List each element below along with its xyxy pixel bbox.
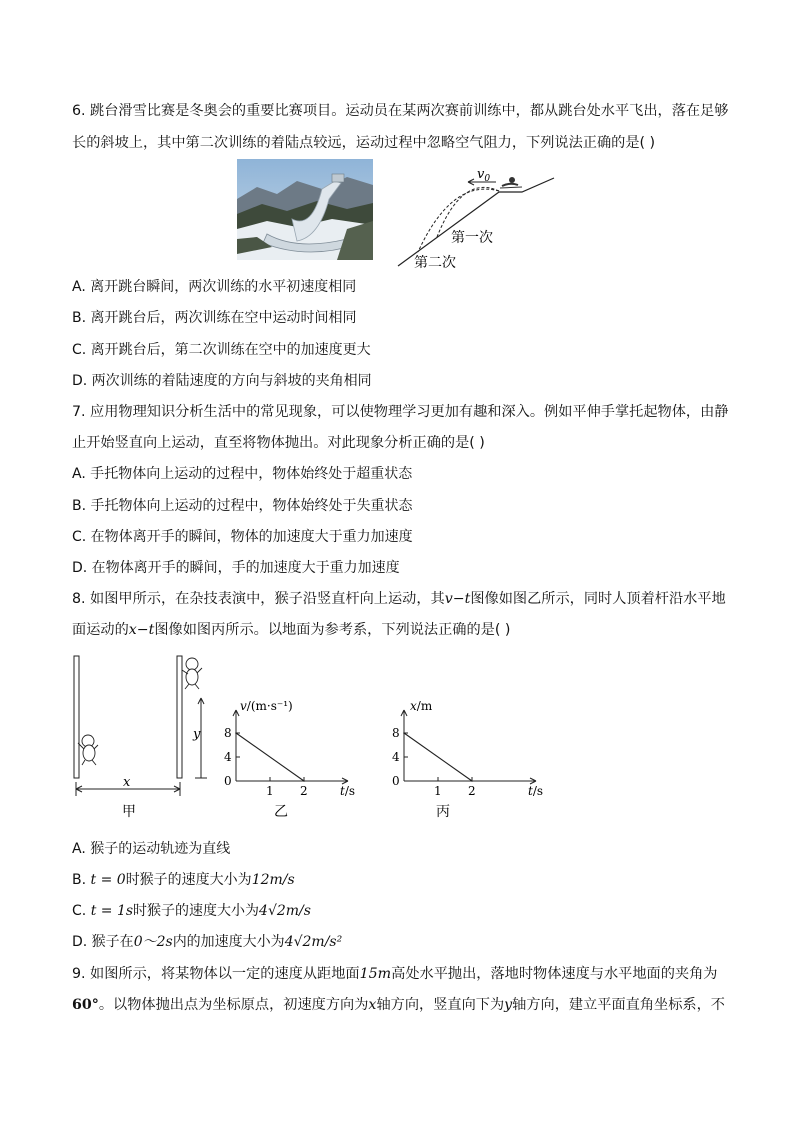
- label-x: x: [123, 775, 131, 790]
- data-point: [303, 780, 305, 782]
- q8-stem-line2: 面运动的x−t图像如图丙所示。以地面为参考系，下列说法正确的是( ): [72, 622, 511, 638]
- pole-initial: [74, 656, 79, 778]
- data-point: [235, 732, 237, 734]
- q9-line1: 9. 如图所示，将某物体以一定的速度从距地面15m高处水平抛出，落地时物体速度与水平地面的夹角为: [72, 966, 718, 982]
- q7-option-d: D. 在物体离开手的瞬间，手的加速度大于重力加速度: [72, 560, 400, 576]
- y-tick-label: 4: [224, 750, 232, 764]
- label-second-jump: 第二次: [414, 255, 456, 271]
- q6-option-b: B. 离开跳台后，两次训练在空中运动时间相同: [72, 310, 357, 326]
- ski-jump-photo: [237, 159, 373, 260]
- ski-trajectory-diagram: [392, 160, 562, 272]
- q8-option-d: D. 猴子在0～2s内的加速度大小为4√2m/s²: [72, 934, 343, 950]
- label-y: y: [193, 727, 201, 742]
- q7-option-c: C. 在物体离开手的瞬间，物体的加速度大于重力加速度: [72, 529, 413, 545]
- x-axis-label: t/s: [528, 784, 544, 798]
- q7-stem-line1: 7. 应用物理知识分析生活中的常见现象，可以使物理学习更加有趣和深入。例如平伸手掌托起物体，由静: [72, 404, 729, 420]
- y-tick-label: 0: [224, 774, 232, 788]
- q8-stem-line1: 8. 如图甲所示，在杂技表演中，猴子沿竖直杆向上运动，其v−t图像如图乙所示，同时人顶着杆沿水平地: [72, 591, 726, 607]
- caption-jia: 甲: [122, 804, 136, 820]
- q6-option-d: D. 两次训练的着陆速度的方向与斜坡的夹角相同: [72, 373, 372, 389]
- data-point: [403, 732, 405, 734]
- q6-stem-line2: 长的斜坡上，其中第二次训练的着陆点较远，运动过程中忽略空气阻力，下列说法正确的是( ): [72, 135, 656, 151]
- q8-option-a: A. 猴子的运动轨迹为直线: [72, 841, 231, 857]
- q7-option-b: B. 手托物体向上运动的过程中，物体始终处于失重状态: [72, 498, 413, 514]
- data-point: [471, 780, 473, 782]
- q7-option-a: A. 手托物体向上运动的过程中，物体始终处于超重状态: [72, 466, 413, 482]
- x-axis-label: t/s: [340, 784, 356, 798]
- skier-icon: [500, 177, 522, 188]
- monkey-icon-bottom: [78, 735, 98, 765]
- label-first-jump: 第一次: [451, 230, 493, 246]
- q8-option-c: C. t = 1s时猴子的速度大小为4√2m/s: [72, 903, 311, 919]
- y-tick-label: 0: [392, 774, 400, 788]
- pole-final: [177, 656, 182, 778]
- x-tick-label: 2: [300, 784, 308, 798]
- y-tick-label: 8: [392, 726, 400, 740]
- v0-label: $v_0$: [477, 167, 491, 184]
- caption-bing: 丙: [436, 804, 450, 820]
- q9-line2: 60°。以物体抛出点为坐标原点，初速度方向为x轴方向，竖直向下为y轴方向，建立平面直角坐标系，不: [72, 997, 725, 1013]
- caption-yi: 乙: [274, 804, 288, 820]
- y-axis-label: x/m: [410, 699, 433, 713]
- y-tick-label: 4: [392, 750, 400, 764]
- series-line: [404, 733, 472, 781]
- figure-jia: [70, 652, 215, 827]
- q6-option-c: C. 离开跳台后，第二次训练在空中的加速度更大: [72, 342, 371, 358]
- q6-stem-line1: 6. 跳台滑雪比赛是冬奥会的重要比赛项目。运动员在某两次赛前训练中，都从跳台处水平飞出，落在足够: [72, 103, 729, 119]
- series-line: [236, 733, 304, 781]
- x-tick-label: 1: [266, 784, 274, 798]
- x-tick-label: 2: [468, 784, 476, 798]
- figure-yi: [218, 690, 368, 822]
- q7-stem-line2: 止开始竖直向上运动，直至将物体抛出。对此现象分析正确的是( ): [72, 435, 485, 451]
- q6-option-a: A. 离开跳台瞬间，两次训练的水平初速度相同: [72, 279, 357, 295]
- y-tick-label: 8: [224, 726, 232, 740]
- ylabel-yi: v/(m·s⁻¹): [240, 699, 293, 713]
- figure-bing: [384, 690, 544, 822]
- monkey-icon-top: [182, 658, 202, 689]
- q8-option-b: B. t = 0时猴子的速度大小为12m/s: [72, 872, 295, 888]
- x-tick-label: 1: [434, 784, 442, 798]
